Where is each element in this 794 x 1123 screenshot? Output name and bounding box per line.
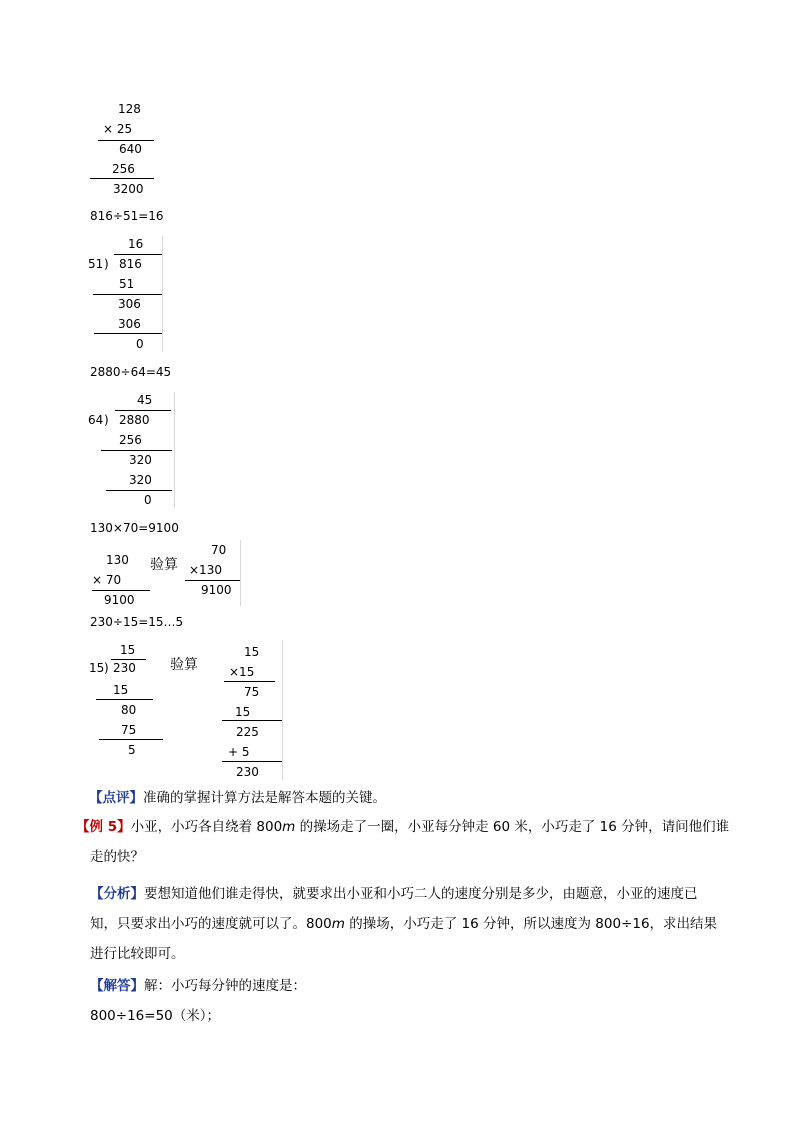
calc-line bbox=[93, 294, 163, 295]
calc-line bbox=[96, 699, 153, 700]
calc-row: 306 bbox=[118, 317, 141, 331]
quotient: 15 bbox=[120, 643, 136, 657]
answer bbox=[90, 971, 730, 1031]
calc-line bbox=[90, 178, 154, 179]
calc-row: 9100 bbox=[104, 593, 135, 607]
calc-row: ×130 bbox=[189, 563, 222, 577]
calc-line bbox=[101, 450, 172, 451]
calc-row: 130 bbox=[106, 553, 129, 567]
calc-row: 306 bbox=[118, 297, 141, 311]
quotient: 45 bbox=[137, 393, 153, 407]
comment-tag: 【点评】 bbox=[89, 790, 143, 806]
calc-row: 256 bbox=[119, 433, 142, 447]
frame-edge bbox=[240, 540, 241, 606]
calc-row: × 25 bbox=[103, 122, 133, 136]
dividend: 2880 bbox=[119, 413, 150, 427]
analysis bbox=[90, 879, 730, 969]
calc-row: 15 bbox=[235, 705, 251, 719]
calc-row: 5 bbox=[128, 743, 136, 757]
answer-equation: 800÷16=50（米）； bbox=[90, 1008, 220, 1024]
example-5 bbox=[76, 812, 736, 872]
example-tag: 例 5 bbox=[89, 819, 118, 835]
comment-line bbox=[89, 789, 386, 807]
example-5-line1: 【例 5】小亚，小巧各自绕着 800m 的操场走了一圈，小亚每分钟走 60 米，小巧走了 16 分钟，请问他们谁 bbox=[76, 819, 730, 835]
divisor: 64 bbox=[88, 413, 104, 427]
calc-row: 3200 bbox=[113, 182, 144, 196]
divisor: 51 bbox=[88, 257, 104, 271]
calc-row: + 5 bbox=[228, 745, 250, 759]
division-bracket: ) bbox=[104, 661, 109, 675]
calc-row: 225 bbox=[236, 725, 259, 739]
calc-row: 128 bbox=[118, 102, 141, 116]
calc-row: ×15 bbox=[229, 665, 255, 679]
analysis-line1: 【分析】要想知道他们谁走得快，就要求出小亚和小巧二人的速度分别是多少，由题意，小亚的速度已 bbox=[90, 886, 698, 902]
calc-line bbox=[224, 681, 275, 682]
answer-tag: 【解答】 bbox=[90, 978, 144, 994]
calc-row: 70 bbox=[211, 543, 227, 557]
calc-row: 15 bbox=[244, 645, 260, 659]
frame-edge bbox=[174, 392, 175, 508]
calc-line bbox=[99, 739, 163, 740]
analysis-line2: 知，只要求出小巧的速度就可以了。800m 的操场，小巧走了 16 分钟，所以速度为 800÷16，求出结果 bbox=[90, 916, 718, 932]
calc-row: 230 bbox=[236, 765, 259, 779]
calc-row: 75 bbox=[121, 723, 137, 737]
calc-row: 51 bbox=[119, 277, 135, 291]
calc-row: 320 bbox=[129, 473, 152, 487]
frame-edge bbox=[162, 236, 163, 352]
analysis-line3: 进行比较即可。 bbox=[90, 946, 185, 962]
calc-line bbox=[92, 590, 150, 591]
divisor: 15 bbox=[89, 661, 105, 675]
dividend: 816 bbox=[119, 257, 142, 271]
analysis-tag: 【分析】 bbox=[90, 886, 144, 902]
calc-row: 0 bbox=[136, 337, 144, 351]
equation-2880-div-64: 2880÷64=45 bbox=[90, 365, 172, 379]
calc-row: 320 bbox=[129, 453, 152, 467]
equation-130x70: 130×70=9100 bbox=[90, 521, 179, 535]
division-bar bbox=[114, 254, 162, 255]
calc-row: 75 bbox=[244, 685, 260, 699]
equation-816-div-51: 816÷51=16 bbox=[90, 209, 164, 223]
calc-line bbox=[94, 333, 163, 334]
calc-line bbox=[222, 761, 282, 762]
calc-line bbox=[106, 490, 172, 491]
calc-row: 640 bbox=[119, 142, 142, 156]
frame-edge bbox=[282, 640, 283, 780]
check-label: 验算 bbox=[170, 657, 198, 673]
quotient: 16 bbox=[128, 237, 144, 251]
calc-row: 256 bbox=[112, 162, 135, 176]
calc-row: × 70 bbox=[92, 573, 122, 587]
calc-row: 0 bbox=[144, 493, 152, 507]
calc-line bbox=[185, 580, 240, 581]
calc-line bbox=[222, 720, 282, 721]
division-bracket: ) bbox=[104, 413, 109, 427]
example-5-line2: 走的快？ bbox=[90, 849, 144, 865]
answer-line1: 【解答】解：小巧每分钟的速度是： bbox=[90, 978, 306, 994]
division-bar bbox=[115, 410, 171, 411]
dividend: 230 bbox=[113, 661, 136, 675]
equation-230-div-15: 230÷15=15…5 bbox=[90, 615, 184, 629]
division-bracket: ) bbox=[104, 257, 109, 271]
calc-row: 9100 bbox=[201, 583, 232, 597]
calc-row: 15 bbox=[113, 683, 129, 697]
comment-text: 准确的掌握计算方法是解答本题的关键。 bbox=[143, 790, 386, 806]
check-label: 验算 bbox=[150, 557, 178, 573]
calc-row: 80 bbox=[121, 703, 137, 717]
